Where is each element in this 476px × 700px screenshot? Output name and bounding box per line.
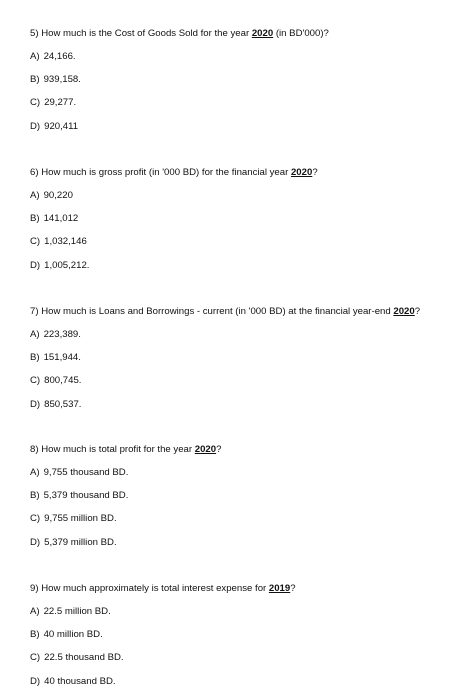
option-letter: D) [30,120,41,132]
option-letter: D) [30,675,41,687]
question-year: 2019 [268,583,291,594]
question-prompt: 8) How much is total profit for the year [30,444,195,455]
option-value: 22.5 thousand BD. [44,652,124,664]
option-a[interactable] [30,190,476,202]
question-year: 2020 [393,306,415,317]
option-d[interactable] [30,399,476,411]
question-9 [30,583,476,699]
question-year: 2020 [290,167,313,178]
option-value: 90,220 [43,190,73,201]
option-a[interactable] [30,329,476,341]
option-d[interactable] [30,676,476,688]
option-letter: C) [30,236,41,248]
option-value: 223,389. [43,329,81,340]
question-text [30,28,476,40]
question-text [30,583,476,595]
option-c[interactable] [30,513,476,525]
option-b[interactable] [30,629,476,641]
option-value: 29,277. [44,97,77,109]
option-b[interactable] [30,352,476,364]
question-8 [30,444,476,560]
option-value: 1,032,146 [44,236,87,248]
question-prompt: 7) How much is Loans and Borrowings - current (in '000 BD) at the financial year-end [30,306,394,317]
option-letter: C) [30,375,41,387]
question-6 [30,167,476,283]
option-value: 920,411 [44,120,79,132]
option-b[interactable] [30,213,476,225]
question-prompt: 6) How much is gross profit (in '000 BD) for the financial year [30,167,291,178]
option-letter: A) [30,329,40,340]
question-text [30,444,476,456]
option-value: 5,379 thousand BD. [43,490,129,502]
option-value: 850,537. [44,398,82,410]
question-text [30,167,476,179]
option-a[interactable] [30,51,476,63]
option-letter: D) [30,259,41,271]
option-value: 800,745. [44,375,82,387]
option-d[interactable] [30,537,476,549]
question-prompt: 9) How much approximately is total interest expense for [30,583,269,594]
option-letter: B) [30,629,40,641]
question-year: 2020 [251,28,274,39]
option-letter: B) [30,213,40,225]
option-value: 24,166. [43,51,76,62]
option-value: 141,012 [43,213,79,225]
option-d[interactable] [30,121,476,133]
option-value: 1,005,212. [44,259,90,271]
option-letter: A) [30,467,40,478]
option-c[interactable] [30,236,476,248]
option-letter: A) [30,51,40,62]
option-value: 151,944. [43,352,81,364]
option-letter: A) [30,190,40,201]
option-letter: B) [30,352,40,364]
option-letter: C) [30,513,41,525]
option-b[interactable] [30,74,476,86]
question-text [30,306,476,318]
option-letter: C) [30,652,41,664]
option-c[interactable] [30,97,476,109]
question-year: 2020 [194,444,217,455]
option-d[interactable] [30,260,476,272]
option-value: 5,379 million BD. [44,536,117,548]
option-letter: D) [30,398,41,410]
option-c[interactable] [30,652,476,664]
question-7 [30,306,476,422]
option-c[interactable] [30,375,476,387]
option-a[interactable] [30,467,476,479]
option-letter: A) [30,606,40,617]
option-value: 9,755 thousand BD. [43,467,129,478]
option-letter: B) [30,490,40,502]
question-5 [30,28,476,144]
option-value: 22.5 million BD. [43,606,111,617]
option-a[interactable] [30,606,476,618]
option-value: 939,158. [43,74,81,86]
option-letter: B) [30,74,40,86]
option-letter: C) [30,97,41,109]
option-value: 40 thousand BD. [44,675,116,687]
option-letter: D) [30,536,41,548]
question-suffix: ? [216,444,222,455]
question-suffix: ? [290,583,296,594]
question-suffix: ? [414,306,421,317]
question-prompt: 5) How much is the Cost of Goods Sold for the year [30,28,252,39]
question-suffix: ? [312,167,318,178]
question-suffix: (in BD'000)? [273,28,329,39]
option-b[interactable] [30,490,476,502]
option-value: 40 million BD. [43,629,103,641]
option-value: 9,755 million BD. [44,513,117,525]
